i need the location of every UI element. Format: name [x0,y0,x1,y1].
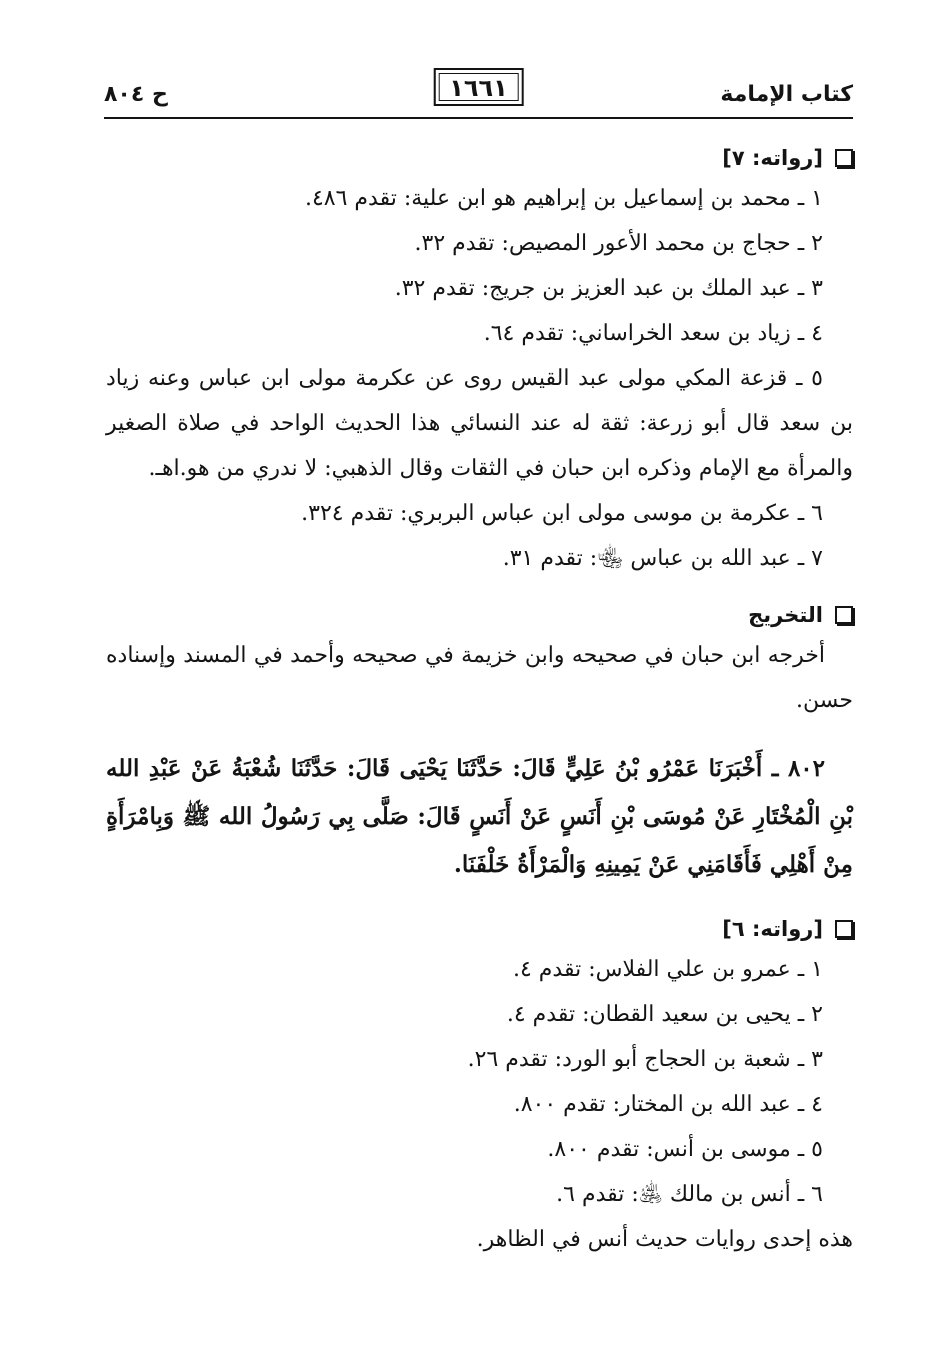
list-item: ٤ ـ زياد بن سعد الخراساني: تقدم ٦٤. [483,321,823,346]
list-item: ٢ ـ يحيى بن سعيد القطان: تقدم ٤. [506,1002,823,1027]
list-item: ٣ ـ شعبة بن الحجاج أبو الورد: تقدم ٢٦. [467,1047,823,1072]
chapter-title: كتاب الإمامة [720,82,853,107]
hadith-text: ٨٠٢ ـ أَخْبَرَنَا عَمْرُو بْنُ عَلِيٍّ قَالَ: حَدَّثَنَا يَحْيَى قَالَ: حَدَّثَنَا شُعْبَةُ عَنْ عَبْدِ الله بْنِ الْمُخْتَارِ عَنْ مُوسَى بْنِ أَنَسٍ عَنْ أَنَسٍ قَالَ: صَلَّى بِي رَسُولُ الله ﷺ وَبِامْرَأَةٍ مِنْ أَهْلِي فَأَقَامَنِي عَنْ يَمِينِهِ وَالْمَرْأَةُ خَلْفَنَا. [106,755,853,878]
list-item: ٣ ـ عبد الملك بن عبد العزيز بن جريج: تقدم ٣٢. [394,276,823,301]
checkbox-square-icon [835,606,853,624]
list-item: ٥ ـ موسى بن أنس: تقدم ٨٠٠. [547,1137,823,1162]
list-item: ١ ـ محمد بن إسماعيل بن إبراهيم هو ابن علية: تقدم ٤٨٦. [304,186,823,211]
narrators-heading-1 [106,140,853,176]
list-item: ٦ ـ عكرمة بن موسى مولى ابن عباس البربري: تقدم ٣٢٤. [301,501,823,526]
takhrij-heading [106,597,853,633]
list-item: ٤ ـ عبد الله بن المختار: تقدم ٨٠٠. [513,1092,823,1117]
list-item: ٥ ـ قزعة المكي مولى عبد القيس روى عن عكرمة مولى ابن عباس وعنه زياد بن سعد قال أبو زرعة: ثقة له عند النسائي هذا الحديث الواحد في صلاة الصغير والمرأة مع الإمام وذكره ابن حبان في الثقات وقال الذهبي: لا ندري من هو.اهـ. [106,366,853,481]
list-item: ٧ ـ عبد الله بن عباس ﵄: تقدم ٣١. [502,546,823,571]
page-header [104,74,853,118]
header-divider [104,117,853,119]
section-title-text: [رواته: ٦] [722,917,823,941]
checkbox-square-icon [835,920,853,938]
section-title-text: التخريج [748,603,823,627]
hadith-reference: ح ٨٠٤ [104,82,168,107]
list-item: ٦ ـ أنس بن مالك ﵁: تقدم ٦. [556,1182,823,1207]
takhrij-text: أخرجه ابن حبان في صحيحه وابن خزيمة في صحيحه وأحمد في المسند وإسناده حسن. [106,643,853,713]
checkbox-square-icon [835,149,853,167]
list-item: ١ ـ عمرو بن علي الفلاس: تقدم ٤. [512,957,823,982]
narrators-heading-2 [106,911,853,947]
section-title-text: [رواته: ٧] [722,146,823,170]
closing-note: هذه إحدى روايات حديث أنس في الظاهر. [476,1227,853,1252]
page-content [106,140,853,1262]
list-item: ٢ ـ حجاج بن محمد الأعور المصيص: تقدم ٣٢. [414,231,823,256]
page-number: ١٦٦١ [433,68,524,106]
